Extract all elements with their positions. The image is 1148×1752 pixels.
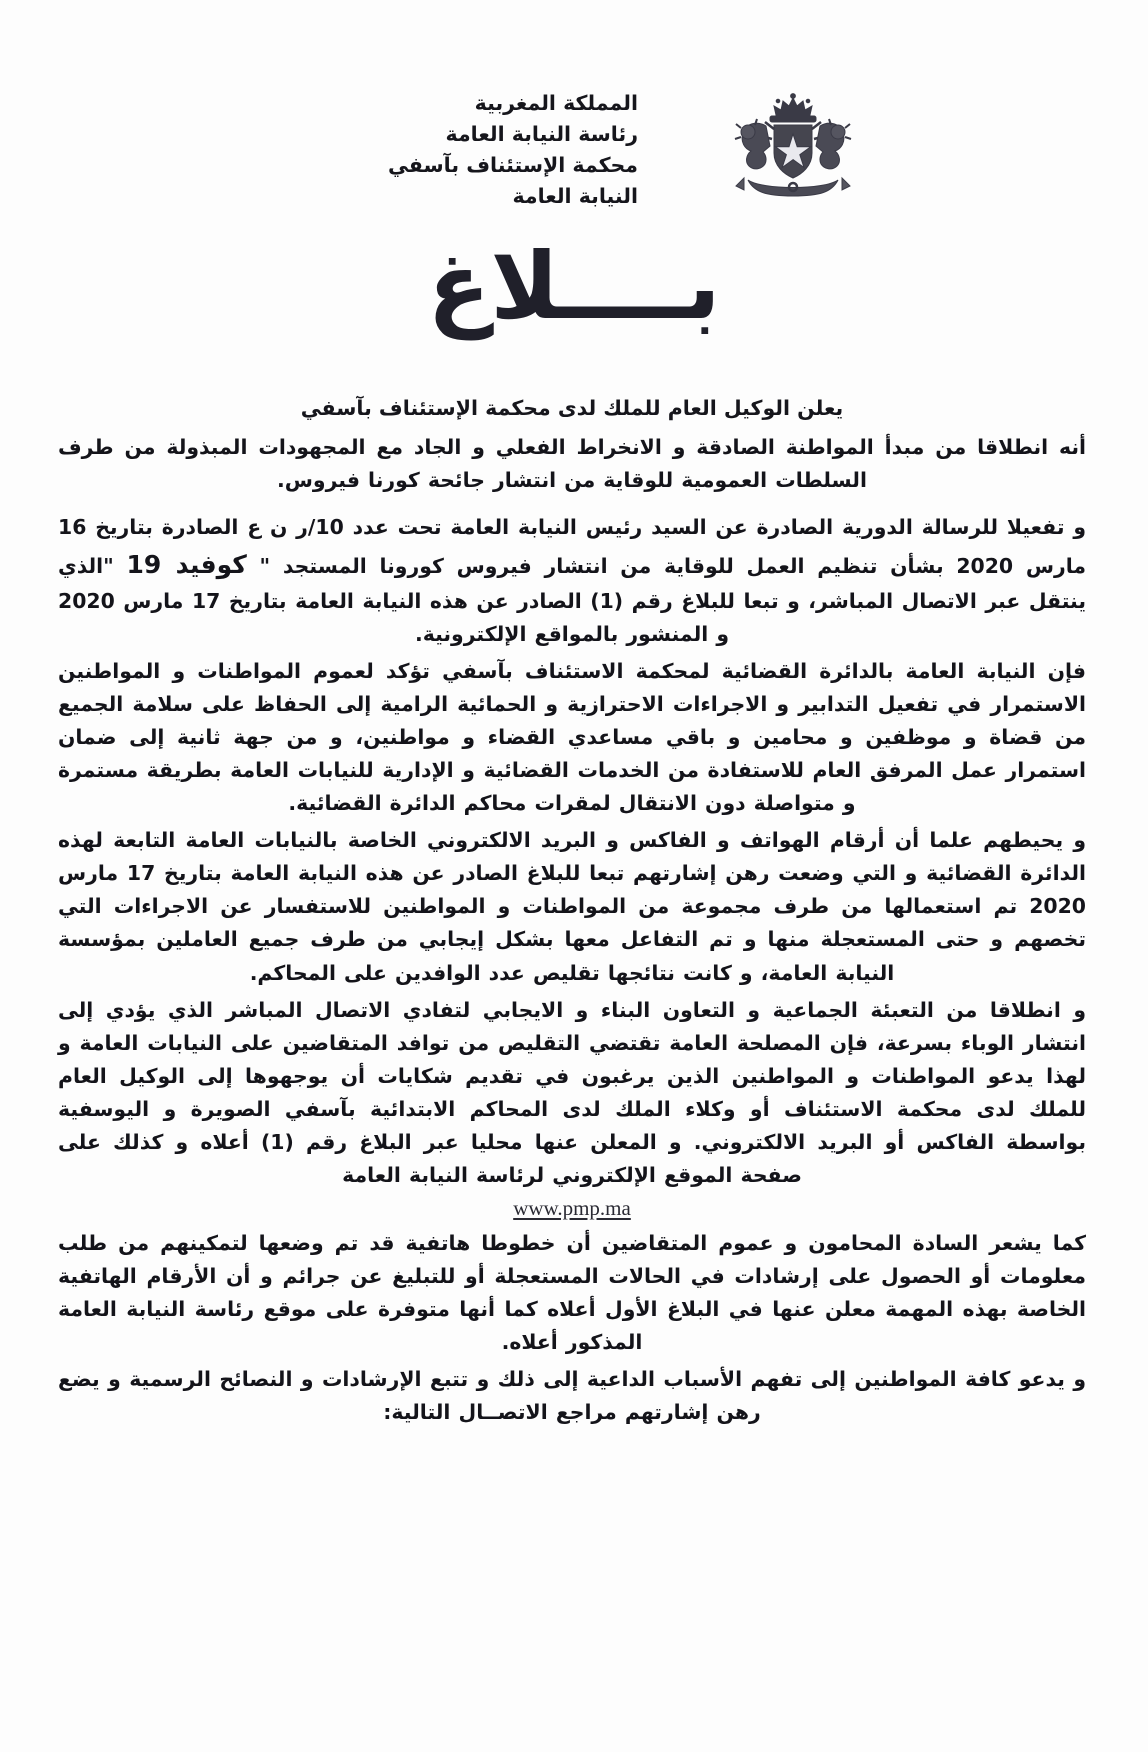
- paragraph-7: و يدعو كافة المواطنين إلى تفهم الأسباب الداعية إلى ذلك و تتبع الإرشادات و النصائح الرسمية و يضع رهن إشارتهم مراجع الاتصــال التالية:: [58, 1367, 1086, 1425]
- paragraph-3: فإن النيابة العامة بالدائرة القضائية لمحكمة الاستئناف بآسفي تؤكد لعموم المواطنات و المواطنين الاستمرار في تفعيل التدابير و الاجراءات الاحترازية و الحمائية الرامية إلى الحفاظ على سلامة الجميع من قضاة و موظفين و محامين و باقي مساعدي القضاء و مواطنين، و من جهة ثانية إلى ضمان استمرار عمل المرفق العام للاستفادة من الخدمات القضائية و الإدارية للنيابات العامة بطريقة مستمرة و متواصلة دون الانتقال لمقرات محاكم الدائرة القضائية.: [58, 659, 1086, 816]
- paragraph-2: [58, 511, 1086, 651]
- prosecution-website-url[interactable]: [58, 1196, 1086, 1221]
- document-header: [0, 0, 1148, 213]
- morocco-coat-of-arms-icon: [708, 92, 878, 202]
- paragraph-2-part-a: و تفعيلا للرسالة الدورية الصادرة عن السيد رئيس النيابة العامة تحت عدد 10/ر ن ع الصادرة بتاريخ 16 مارس 2020 بشأن تنظيم العمل للوقاية من انتشار فيروس كورونا المستجد ": [58, 515, 1086, 578]
- institution-titles: [338, 88, 678, 213]
- header-line-kingdom: المملكة المغربية: [474, 91, 638, 115]
- covid-label: كوفيد 19: [126, 549, 247, 579]
- paragraph-5: و انطلاقا من التعبئة الجماعية و التعاون البناء و الايجابي لتفادي الاتصال المباشر الذي يؤدي إلى انتشار الوباء بسرعة، فإن المصلحة العامة تقتضي التقليص من توافد المتقاضين على النيابات العامة و لهذا يدعو المواطنات و المواطنين الذين يرغبون في تقديم شكايات أن يوجهوها إلى الوكيل العام للملك لدى محكمة الاستئناف أو وكلاء الملك لدى المحاكم الابتدائية بآسفي الصويرة و اليوسفية بواسطة الفاكس أو البريد الالكتروني. و المعلن عنها محليا عبر البلاغ رقم (1) أعلاه و كذلك على صفحة الموقع الإلكتروني لرئاسة النيابة العامة: [58, 997, 1086, 1187]
- header-line-prosecution: النيابة العامة: [512, 184, 638, 209]
- paragraph-2-part-b: "الذي ينتقل عبر الاتصال المباشر، و تبعا للبلاغ رقم (1) الصادر عن هذه النيابة العامة بتاريخ 17 مارس 2020 و المنشور بالمواقع الإلكترونية.: [58, 553, 1087, 647]
- lead-statement: يعلن الوكيل العام للملك لدى محكمة الإستئناف بآسفي: [300, 395, 844, 420]
- header-line-presidency: رئاسة النيابة العامة: [445, 122, 638, 147]
- document-body: [0, 393, 1148, 1430]
- url-text: www.pmp.ma: [513, 1195, 631, 1220]
- paragraph-4: و يحيطهم علما أن أرقام الهواتف و الفاكس و البريد الالكتروني الخاصة بالنيابات العامة التابعة لهذه الدائرة القضائية و التي وضعت رهن إشارتهم تبعا للبلاغ الصادر عن هذه النيابة العامة بتاريخ 17 مارس 2020 تم استعمالها من طرف مجموعة من المواطنات و المواطنين للاستفسار عن الاجراءات التي تخصهم و حتى المستعجلة منها و تم التفاعل معها بشكل إيجابي من طرف جميع العاملين بمؤسسة النيابة العامة، و كانت نتائجها تقليص عدد الوافدين على المحاكم.: [58, 828, 1086, 985]
- header-line-court: محكمة الإستئناف بآسفي: [388, 153, 638, 178]
- paragraph-6: كما يشعر السادة المحامون و عموم المتقاضين أن خطوطا هاتفية قد تم وضعها لتمكينهم من طلب معلومات أو الحصول على إرشادات في الحالات المستعجلة أو للتبليغ عن جرائم و أن الأرقام الهاتفية الخاصة بهذه المهمة معلن عنها في البلاغ الأول أعلاه كما أنها متوفرة على موقع رئاسة النيابة العامة المذكور أعلاه.: [58, 1230, 1086, 1354]
- paragraph-1: أنه انطلاقا من مبدأ المواطنة الصادقة و الانخراط الفعلي و الجاد مع المجهودات المبذولة من طرف السلطات العمومية للوقاية من انتشار جائحة كورنا فيروس.: [58, 435, 1086, 493]
- page-title: بــــلاغ: [427, 232, 721, 340]
